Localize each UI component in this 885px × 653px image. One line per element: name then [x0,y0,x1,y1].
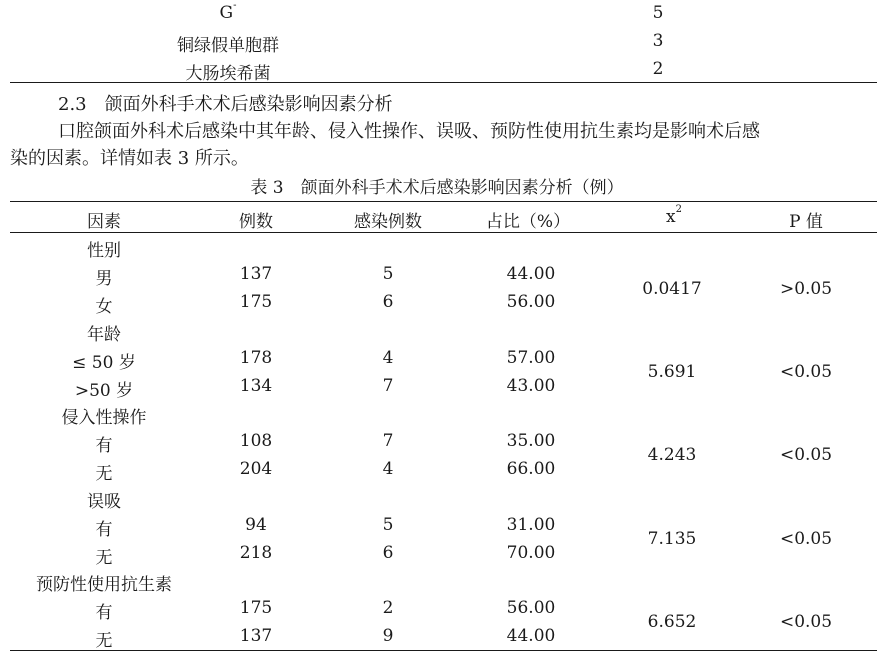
group-p-value: <0.05 [779,362,833,382]
row-infected: 7 [382,431,394,451]
table-caption: 表 3 颌面外科手术术后感染影响因素分析（例） [250,178,624,198]
section-heading: 2.3 颌面外科手术术后感染影响因素分析 [58,94,393,115]
row-label: ≤ 50 岁 [72,353,136,373]
top-table-label-0: G- [219,0,237,23]
row-ratio: 44.00 [506,626,556,646]
top-table-count-0: 5 [652,3,664,23]
table-header-rule [10,232,877,233]
group-chi-square: 6.652 [647,612,697,632]
group-p-value: <0.05 [779,612,833,632]
row-ratio: 44.00 [506,264,556,284]
row-infected: 5 [382,264,394,284]
header-chi-square: $x^2$ [666,204,682,227]
row-cases: 178 [239,348,273,368]
header-ratio: 占比（%） [485,212,571,232]
row-ratio: 43.00 [506,376,556,396]
row-ratio: 56.00 [506,292,556,312]
superscript: - [233,0,237,11]
row-label: 男 [95,269,113,289]
row-label: 有 [95,436,113,456]
group-chi-square: 7.135 [647,529,697,549]
row-ratio: 56.00 [506,598,556,618]
header-p-value: P 值 [789,212,823,232]
row-infected: 7 [382,376,394,396]
group-chi-square: 4.243 [647,445,697,465]
group-name: 性别 [87,241,121,261]
table-bottom-rule [10,650,877,651]
row-ratio: 35.00 [506,431,556,451]
row-infected: 4 [382,459,394,479]
row-label: >50 岁 [74,381,134,401]
row-cases: 175 [239,292,273,312]
group-name: 预防性使用抗生素 [36,575,172,595]
top-table-count-2: 2 [652,59,664,79]
row-cases: 218 [239,543,273,563]
group-name: 误吸 [87,492,121,512]
group-name: 年龄 [87,325,121,345]
row-cases: 134 [239,376,273,396]
row-ratio: 31.00 [506,515,556,535]
row-infected: 9 [382,626,394,646]
row-ratio: 66.00 [506,459,556,479]
top-table-label-1: 铜绿假单胞群 [177,36,279,56]
row-cases: 204 [239,459,273,479]
row-ratio: 57.00 [506,348,556,368]
group-p-value: <0.05 [779,445,833,465]
group-p-value: >0.05 [779,279,833,299]
row-ratio: 70.00 [506,543,556,563]
row-infected: 4 [382,348,394,368]
group-chi-square: 0.0417 [642,279,702,299]
row-infected: 5 [382,515,394,535]
row-label: 无 [95,548,113,568]
group-chi-square: 5.691 [647,362,697,382]
group-p-value: <0.05 [779,529,833,549]
row-label: 有 [95,520,113,540]
row-cases: 94 [245,515,267,535]
header-infected: 感染例数 [354,212,422,232]
table-top-rule [10,201,877,202]
header-factor: 因素 [87,212,121,232]
header-cases: 例数 [239,212,273,232]
paragraph-line-1: 口腔颌面外科术后感染中其年龄、侵入性操作、误吸、预防性使用抗生素均是影响术后感 [58,121,760,142]
group-name: 侵入性操作 [61,408,147,428]
row-cases: 108 [239,431,273,451]
top-table-label-2: 大肠埃希菌 [185,64,271,84]
superscript: 2 [675,204,682,215]
row-label: 有 [95,603,113,623]
row-cases: 137 [239,264,273,284]
row-infected: 6 [382,292,394,312]
row-label: 无 [95,631,113,651]
row-label: 女 [95,297,113,317]
top-table-bottom-rule [10,82,877,83]
row-infected: 6 [382,543,394,563]
row-infected: 2 [382,598,394,618]
row-cases: 175 [239,598,273,618]
row-label: 无 [95,464,113,484]
row-cases: 137 [239,626,273,646]
top-table-count-1: 3 [652,31,664,51]
paragraph-line-2: 染的因素。详情如表 3 所示。 [10,148,249,169]
